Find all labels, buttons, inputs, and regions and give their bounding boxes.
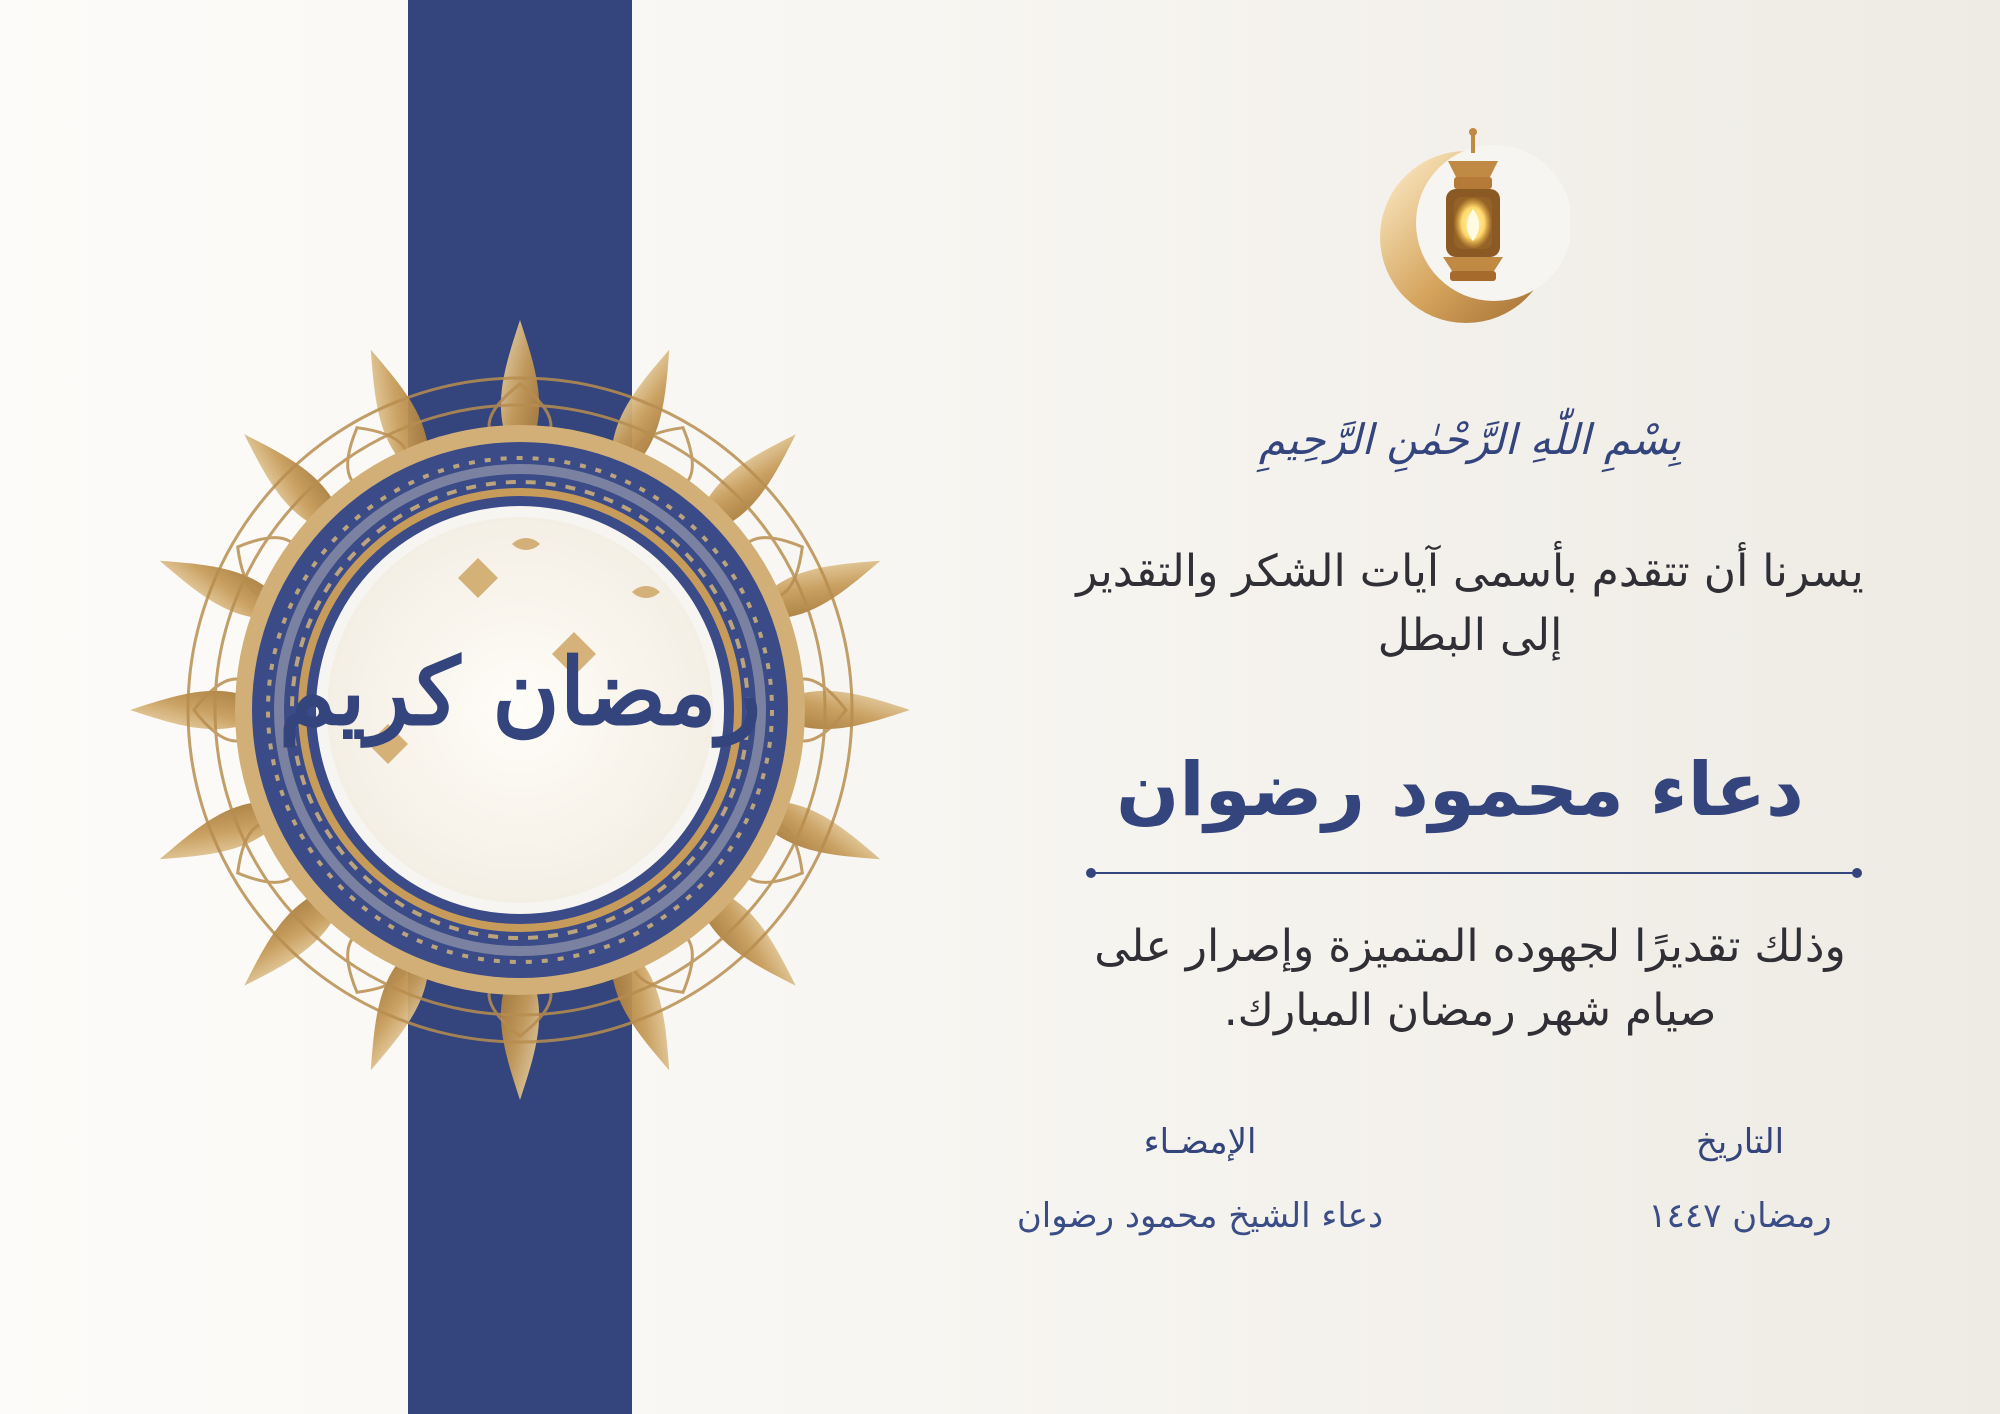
reason-text [1000,915,1940,1043]
intro-text [1000,540,1940,668]
date-label: التاريخ [1695,1122,1785,1162]
signature-value: دعاء الشيخ محمود رضوان [1016,1196,1384,1236]
signature-label: الإمضـاء [1143,1122,1257,1162]
divider-dot-right [1852,868,1862,878]
crescent-lantern-icon [1370,125,1570,335]
intro-line-1: يسرنا أن تتقدم بأسمى آيات الشكر والتقدير [1076,546,1864,597]
date-section [1590,1110,1890,1248]
emblem-arabic-text: رمضان كريم [278,638,762,746]
divider-line [1094,872,1854,874]
date-value: رمضان ١٤٤٧ [1648,1196,1832,1236]
reason-line-2: صيام شهر رمضان المبارك. [1223,985,1717,1036]
reason-line-1: وذلك تقديرًا لجهوده المتميزة وإصرار على [1094,921,1846,972]
intro-line-2: إلى البطل [1377,610,1563,661]
basmala-text: بِسْمِ اللّٰهِ الرَّحْمٰنِ الرَّحِيمِ [1258,415,1682,464]
recipient-name: دعاء محمود رضوان [1116,747,1804,833]
signature-section [980,1110,1420,1248]
name-divider [1086,868,1862,878]
ramadan-kareem-emblem [60,250,980,1170]
